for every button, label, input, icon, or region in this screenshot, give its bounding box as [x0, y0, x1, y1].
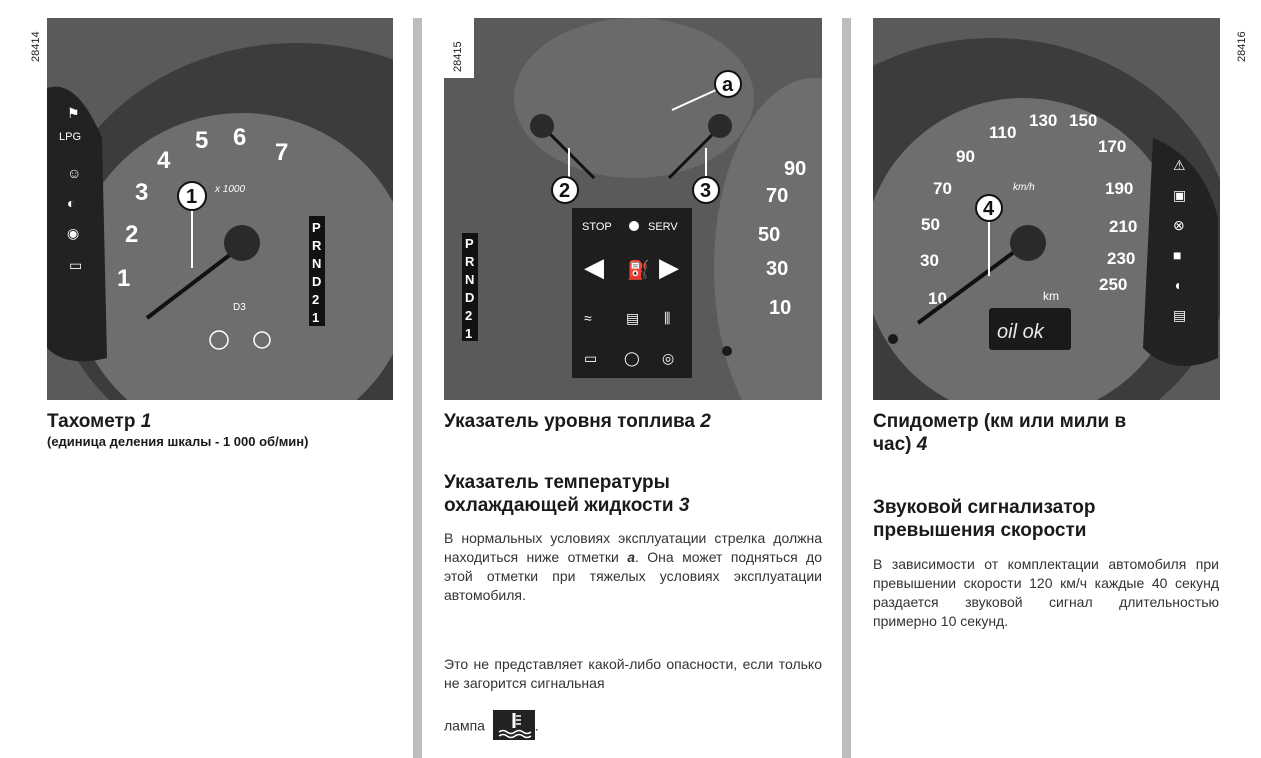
callout-4: 4 — [983, 198, 995, 220]
column-divider-right — [842, 18, 851, 758]
column-divider-left — [413, 18, 422, 758]
tach-scale-unit: x 1000 — [215, 184, 246, 195]
para1-mark: a — [627, 549, 635, 565]
speed-230: 230 — [1107, 249, 1136, 268]
callout-2: 2 — [559, 180, 571, 202]
speed2-90: 90 — [784, 158, 807, 180]
speed-30: 30 — [920, 251, 939, 270]
para2-text: Это не представляет какой-либо опасности, если только не загорится сигнальная — [444, 656, 822, 691]
svg-text:▭: ▭ — [69, 257, 83, 273]
svg-text:◀: ◀ — [584, 252, 604, 282]
tachometer-title-num: 1 — [140, 411, 152, 432]
speed-70: 70 — [933, 179, 952, 198]
speed-130: 130 — [1029, 111, 1058, 130]
speedometer-illustration — [873, 18, 1220, 400]
speed2-30: 30 — [766, 258, 789, 280]
svg-text:◎: ◎ — [662, 350, 675, 366]
gear2-1: 1 — [465, 326, 473, 341]
fuel-gauge-title — [444, 410, 711, 433]
gear2-d: D — [465, 290, 475, 305]
fuel-temp-illustration — [444, 18, 822, 400]
svg-text:◉: ◉ — [67, 225, 80, 241]
svg-text:◖: ◖ — [1173, 277, 1182, 293]
serv-label: SERV — [648, 221, 678, 233]
tach-mark-5: 5 — [195, 127, 209, 154]
overspeed-buzzer-title — [873, 496, 1233, 542]
svg-text:▣: ▣ — [1173, 187, 1187, 203]
coolant-temperature-warning-icon — [493, 710, 535, 740]
odo-unit: km — [1043, 289, 1059, 303]
speed-90: 90 — [956, 147, 975, 166]
svg-text:▤: ▤ — [1173, 307, 1187, 323]
figure-id-28416: 28416 — [1236, 31, 1248, 62]
fuel-gauge-title-text: Указатель уровня топлива — [444, 411, 695, 432]
speed-190: 190 — [1105, 179, 1134, 198]
coolant-paragraph-1 — [444, 529, 822, 605]
gear2-n: N — [465, 272, 475, 287]
tach-mark-7: 7 — [275, 139, 289, 166]
svg-text:⊗: ⊗ — [1173, 217, 1185, 233]
tachometer-title — [47, 410, 151, 433]
gear-p: P — [312, 220, 321, 235]
overspeed-paragraph: В зависимости от комплектации автомобиля при превышении скорости 120 км/ч каждые 40 секунд раздается звуковой сигнал длительностью примерно 10 секунд. — [873, 556, 1219, 629]
svg-text:▶: ▶ — [659, 252, 679, 282]
speed2-50: 50 — [758, 224, 781, 246]
para1-b: . Она может подняться до этой отметки при тяжелых условиях эксплуатации автомобиля. — [444, 549, 823, 603]
coolant-title-line1: Указатель температуры — [444, 472, 670, 493]
svg-text:☺: ☺ — [67, 165, 82, 181]
svg-text:▭: ▭ — [584, 350, 598, 366]
callout-a: a — [722, 74, 734, 96]
gear-2: 2 — [312, 292, 320, 307]
tach-mark-4: 4 — [157, 147, 171, 174]
tachometer-subtitle: (единица деления шкалы - 1 000 об/мин) — [47, 434, 309, 449]
figure-id-28415: 28415 — [452, 41, 464, 72]
callout-1: 1 — [186, 186, 198, 208]
coolant-paragraph-2 — [444, 655, 822, 693]
para2-end: . — [534, 717, 539, 734]
svg-text:◐: ◐ — [67, 195, 76, 211]
tachometer-title-text: Тахометр — [47, 411, 136, 432]
tach-mark-3: 3 — [135, 179, 149, 206]
coolant-temp-title — [444, 471, 824, 517]
speed-150: 150 — [1069, 111, 1098, 130]
svg-text:◯: ◯ — [624, 350, 640, 366]
coolant-title-num: 3 — [678, 495, 690, 516]
gear2-2: 2 — [465, 308, 473, 323]
svg-text:▤: ▤ — [626, 310, 640, 326]
tachometer-illustration — [47, 18, 393, 400]
speedometer-figure — [873, 18, 1220, 400]
speed-110: 110 — [989, 123, 1017, 142]
speed-250: 250 — [1099, 275, 1128, 294]
coolant-paragraph-2-lamp — [444, 712, 744, 742]
speed-50: 50 — [921, 215, 940, 234]
speed-210: 210 — [1109, 217, 1138, 236]
coolant-title-line2: охлаждающей жидкости — [444, 495, 674, 516]
gear-r: R — [312, 238, 322, 253]
gear-d: D — [312, 274, 322, 289]
svg-text:■: ■ — [1173, 247, 1182, 263]
overspeed-title-line1: Звуковой сигнализатор — [873, 497, 1096, 518]
gear-1: 1 — [312, 310, 320, 325]
speed2-10: 10 — [769, 297, 792, 319]
speed-10: 10 — [928, 289, 947, 308]
svg-text:⛽: ⛽ — [627, 260, 650, 280]
stop-label: STOP — [582, 221, 612, 233]
overspeed-title-line2: превышения скорости — [873, 520, 1087, 541]
svg-text:⚠: ⚠ — [1173, 157, 1186, 173]
speed-unit: km/h — [1013, 182, 1035, 193]
lpg-label: LPG — [59, 131, 82, 143]
gear2-p: P — [465, 236, 474, 251]
para2-lamp-word: лампа — [444, 717, 485, 734]
callout-3: 3 — [700, 180, 712, 202]
svg-text:⫼: ⫼ — [664, 310, 671, 326]
svg-text:≈: ≈ — [584, 310, 592, 326]
speed-170: 170 — [1098, 137, 1127, 156]
gear-n: N — [312, 256, 322, 271]
gear-mode-label: D3 — [233, 302, 246, 313]
speed2-70: 70 — [766, 185, 789, 207]
speedometer-title — [873, 410, 1233, 456]
tachometer-figure — [47, 18, 393, 400]
tach-mark-6: 6 — [233, 124, 247, 151]
oil-ok-display: oil ok — [997, 321, 1044, 343]
para1-a: В нормальных условиях эксплуатации стрелка должна находиться ниже отметки — [444, 530, 822, 565]
speedometer-title-line1: Спидометр (км или мили в — [873, 411, 1127, 432]
svg-text:⚑: ⚑ — [67, 105, 80, 121]
speedometer-title-line2: час) — [873, 434, 912, 455]
figure-id-28414: 28414 — [30, 31, 42, 62]
speedometer-title-num: 4 — [916, 434, 928, 455]
fuel-temp-figure — [444, 18, 822, 400]
fuel-gauge-title-num: 2 — [700, 411, 711, 432]
gear2-r: R — [465, 254, 475, 269]
tach-mark-1: 1 — [117, 265, 131, 292]
tach-mark-2: 2 — [125, 221, 139, 248]
